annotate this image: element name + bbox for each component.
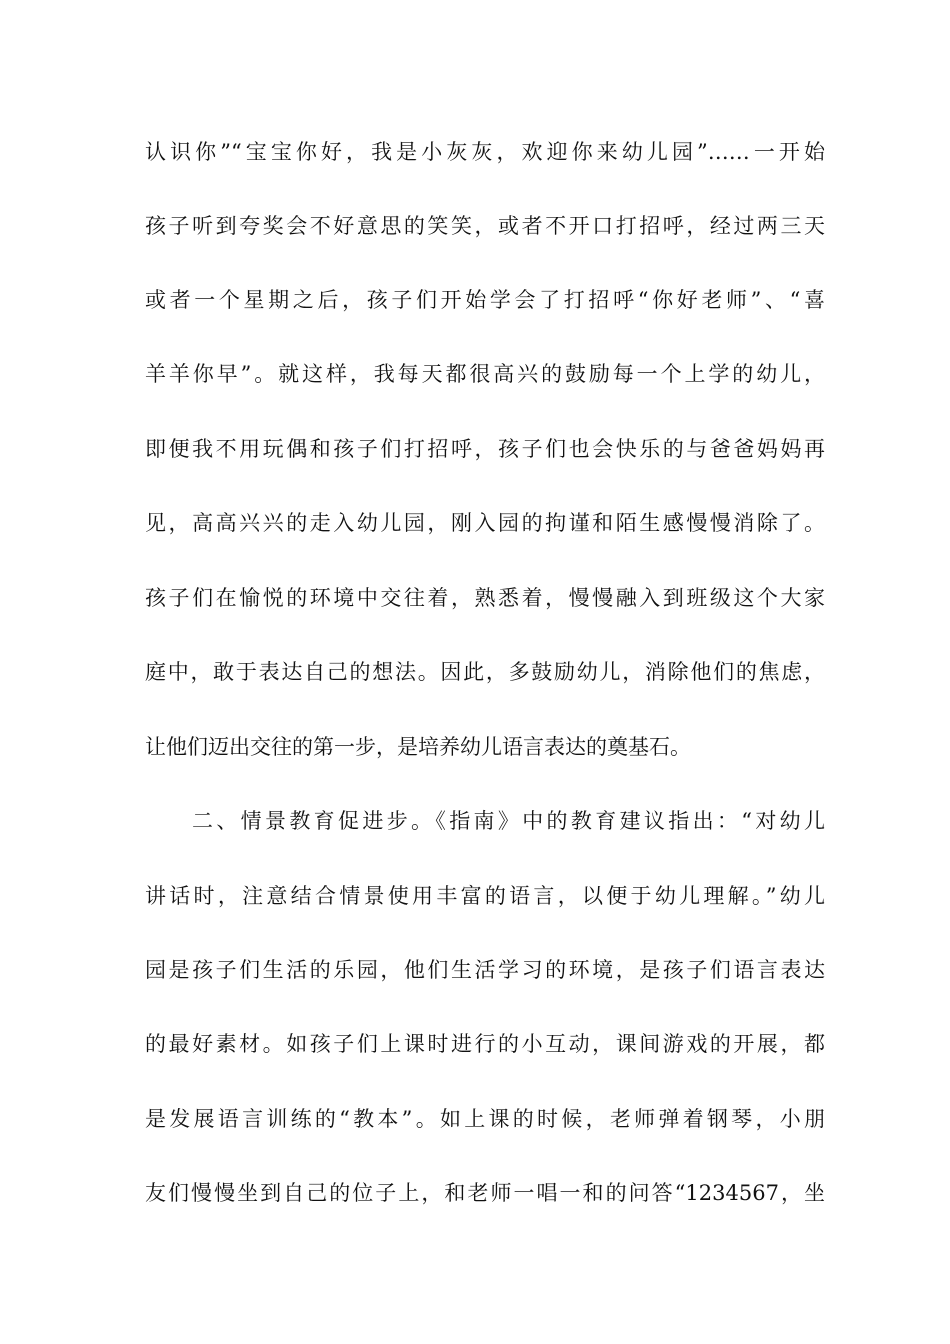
text-line-12: 园是孩子们生活的乐园，他们生活学习的环境，是孩子们语言表达 xyxy=(145,958,825,982)
text-line-14: 是发展语言训练的“教本”。如上课的时候，老师弹着钢琴，小朋 xyxy=(145,1107,825,1131)
text-line-3: 或者一个星期之后，孩子们开始学会了打招呼“你好老师”、“喜 xyxy=(145,288,825,312)
text-line-15: 友们慢慢坐到自己的位子上，和老师一唱一和的问答“1234567，坐 xyxy=(145,1181,825,1205)
text-line-4: 羊羊你早”。就这样，我每天都很高兴的鼓励每一个上学的幼儿， xyxy=(145,362,825,386)
text-line-1: 认识你”“宝宝你好，我是小灰灰，欢迎你来幼儿园”……一开始 xyxy=(145,140,825,164)
text-line-13: 的最好素材。如孩子们上课时进行的小互动，课间游戏的开展，都 xyxy=(145,1032,825,1056)
text-line-10: 二、情景教育促进步。《指南》中的教育建议指出：“对幼儿 xyxy=(192,809,825,833)
text-line-8: 庭中，敢于表达自己的想法。因此，多鼓励幼儿，消除他们的焦虑， xyxy=(145,660,825,684)
text-line-2: 孩子听到夸奖会不好意思的笑笑，或者不开口打招呼，经过两三天 xyxy=(145,214,825,238)
text-line-6: 见，高高兴兴的走入幼儿园，刚入园的拘谨和陌生感慢慢消除了。 xyxy=(145,511,825,535)
text-line-7: 孩子们在愉悦的环境中交往着，熟悉着，慢慢融入到班级这个大家 xyxy=(145,586,825,610)
text-line-5: 即便我不用玩偶和孩子们打招呼，孩子们也会快乐的与爸爸妈妈再 xyxy=(145,437,825,461)
text-line-9: 让他们迈出交往的第一步，是培养幼儿语言表达的奠基石。 xyxy=(145,735,691,759)
text-line-11: 讲话时，注意结合情景使用丰富的语言，以便于幼儿理解。”幼儿 xyxy=(145,884,825,908)
